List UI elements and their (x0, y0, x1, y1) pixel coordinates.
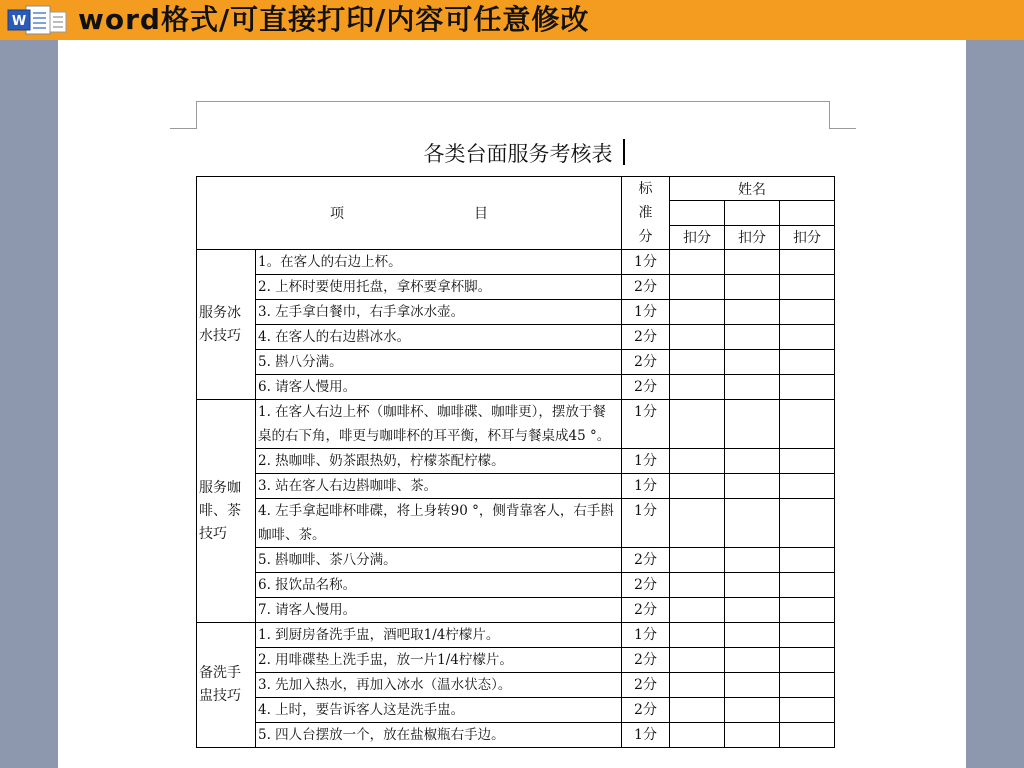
item-text: 3. 先加入热水，再加入冰水（温水状态）。 (256, 673, 622, 698)
deduct-cell[interactable] (725, 623, 780, 648)
deduct-cell[interactable] (780, 325, 835, 350)
deduct-cell[interactable] (780, 250, 835, 275)
deduct-cell[interactable] (725, 598, 780, 623)
item-text: 6. 请客人慢用。 (256, 375, 622, 400)
item-text: 3. 站在客人右边斟咖啡、茶。 (256, 474, 622, 499)
item-score: 1分 (622, 623, 670, 648)
deduct-cell[interactable] (725, 499, 780, 548)
deduct-cell[interactable] (670, 698, 725, 723)
table-row (197, 673, 835, 698)
deduct-cell[interactable] (670, 548, 725, 573)
table-row (197, 698, 835, 723)
crop-mark (196, 101, 197, 129)
deduct-cell[interactable] (670, 673, 725, 698)
table-row (197, 250, 835, 275)
item-text: 5. 斟八分满。 (256, 350, 622, 375)
deduct-cell[interactable] (780, 698, 835, 723)
header-item-left: 项 (330, 206, 344, 222)
deduct-cell[interactable] (780, 400, 835, 449)
name-cell[interactable] (670, 201, 725, 225)
deduct-cell[interactable] (780, 623, 835, 648)
deduct-cell[interactable] (670, 325, 725, 350)
deduct-cell[interactable] (725, 548, 780, 573)
item-score: 2分 (622, 375, 670, 400)
item-text: 2. 用啡碟垫上洗手盅，放一片1/4柠檬片。 (256, 648, 622, 673)
table-row (197, 474, 835, 499)
deduct-cell[interactable] (670, 375, 725, 400)
item-score: 2分 (622, 548, 670, 573)
table-row (197, 573, 835, 598)
header-deduct: 扣分 (780, 225, 835, 249)
crop-mark (170, 128, 197, 129)
item-score: 1分 (622, 449, 670, 474)
document-title: 各类台面服务考核表 (423, 142, 613, 166)
deduct-cell[interactable] (780, 375, 835, 400)
table-row (197, 723, 835, 748)
crop-mark (829, 128, 856, 129)
item-score: 2分 (622, 673, 670, 698)
item-text: 1. 到厨房备洗手盅，酒吧取1/4柠檬片。 (256, 623, 622, 648)
item-text: 4. 左手拿起啡杯啡碟，将上身转90 °，侧背靠客人，右手斟咖啡、茶。 (256, 499, 622, 548)
deduct-cell[interactable] (725, 573, 780, 598)
table-row (197, 350, 835, 375)
item-score: 2分 (622, 350, 670, 375)
item-score: 2分 (622, 325, 670, 350)
item-text: 5. 斟咖啡、茶八分满。 (256, 548, 622, 573)
deduct-cell[interactable] (780, 275, 835, 300)
word-document-icon (6, 4, 68, 36)
table-row (197, 325, 835, 350)
item-text: 6. 报饮品名称。 (256, 573, 622, 598)
top-banner (0, 0, 1024, 40)
svg-text:W: W (11, 14, 27, 29)
deduct-cell[interactable] (725, 723, 780, 748)
header-standard-char: 标 (638, 181, 653, 197)
deduct-cell[interactable] (725, 300, 780, 325)
deduct-cell[interactable] (725, 673, 780, 698)
item-score: 1分 (622, 300, 670, 325)
deduct-cell[interactable] (670, 623, 725, 648)
name-cell[interactable] (725, 201, 780, 225)
item-score: 1分 (622, 723, 670, 748)
assessment-table (196, 176, 835, 748)
deduct-cell[interactable] (670, 573, 725, 598)
deduct-cell[interactable] (725, 648, 780, 673)
crop-mark (196, 101, 830, 102)
table-row (197, 375, 835, 400)
deduct-cell[interactable] (725, 275, 780, 300)
header-item-right: 目 (474, 206, 488, 222)
deduct-cell[interactable] (670, 449, 725, 474)
deduct-cell[interactable] (670, 474, 725, 499)
item-text: 5. 四人台摆放一个，放在盐椒瓶右手边。 (256, 723, 622, 748)
deduct-cell[interactable] (780, 598, 835, 623)
header-item-cell (197, 177, 622, 250)
deduct-cell[interactable] (725, 449, 780, 474)
deduct-cell[interactable] (725, 350, 780, 375)
header-name: 姓名 (670, 177, 835, 201)
deduct-cell[interactable] (780, 350, 835, 375)
item-text: 4. 在客人的右边斟冰水。 (256, 325, 622, 350)
deduct-cell[interactable] (780, 499, 835, 548)
item-text: 7. 请客人慢用。 (256, 598, 622, 623)
item-score: 1分 (622, 400, 670, 449)
item-score: 2分 (622, 573, 670, 598)
header-standard-char: 分 (638, 229, 653, 245)
document-page[interactable] (58, 40, 966, 768)
item-text: 2. 上杯时要使用托盘，拿杯要拿杯脚。 (256, 275, 622, 300)
deduct-cell[interactable] (670, 350, 725, 375)
deduct-cell[interactable] (780, 723, 835, 748)
deduct-cell[interactable] (725, 250, 780, 275)
deduct-cell[interactable] (780, 648, 835, 673)
section-name: 备洗手盅技巧 (197, 623, 256, 748)
deduct-cell[interactable] (725, 698, 780, 723)
deduct-cell[interactable] (670, 499, 725, 548)
table-row (197, 598, 835, 623)
item-text: 2. 热咖啡、奶茶跟热奶，柠檬茶配柠檬。 (256, 449, 622, 474)
table-row (197, 648, 835, 673)
item-score: 2分 (622, 648, 670, 673)
item-score: 1分 (622, 250, 670, 275)
item-text: 4. 上时，要告诉客人这是洗手盅。 (256, 698, 622, 723)
item-score: 2分 (622, 275, 670, 300)
table-row (197, 548, 835, 573)
table-row (197, 400, 835, 449)
deduct-cell[interactable] (670, 723, 725, 748)
table-row (197, 499, 835, 548)
deduct-cell[interactable] (780, 300, 835, 325)
deduct-cell[interactable] (780, 474, 835, 499)
deduct-cell[interactable] (670, 598, 725, 623)
name-cell[interactable] (780, 201, 835, 225)
section-name: 服务冰水技巧 (197, 250, 256, 400)
crop-mark (829, 101, 830, 129)
item-text: 1。在客人的右边上杯。 (256, 250, 622, 275)
deduct-cell[interactable] (725, 375, 780, 400)
item-score: 1分 (622, 499, 670, 548)
item-score: 1分 (622, 474, 670, 499)
deduct-cell[interactable] (670, 300, 725, 325)
deduct-cell[interactable] (670, 250, 725, 275)
table-row (197, 449, 835, 474)
deduct-cell[interactable] (725, 400, 780, 449)
deduct-cell[interactable] (725, 474, 780, 499)
deduct-cell[interactable] (670, 400, 725, 449)
deduct-cell[interactable] (725, 325, 780, 350)
header-standard-char: 准 (638, 205, 653, 221)
header-deduct: 扣分 (725, 225, 780, 249)
deduct-cell[interactable] (780, 573, 835, 598)
item-score: 2分 (622, 698, 670, 723)
deduct-cell[interactable] (780, 449, 835, 474)
table-row (197, 300, 835, 325)
header-standard-cell (622, 177, 670, 250)
item-score: 2分 (622, 598, 670, 623)
deduct-cell[interactable] (670, 648, 725, 673)
deduct-cell[interactable] (780, 548, 835, 573)
deduct-cell[interactable] (780, 673, 835, 698)
deduct-cell[interactable] (670, 275, 725, 300)
table-row (197, 275, 835, 300)
header-deduct: 扣分 (670, 225, 725, 249)
item-text: 1. 在客人右边上杯（咖啡杯、咖啡碟、咖啡更），摆放于餐桌的右下角，啡更与咖啡杯的耳平衡，杯耳与餐桌成45 °。 (256, 400, 622, 449)
text-cursor (623, 139, 625, 165)
banner-text: word格式/可直接打印/内容可任意修改 (78, 3, 590, 36)
section-name: 服务咖啡、茶技巧 (197, 400, 256, 623)
table-row (197, 623, 835, 648)
item-text: 3. 左手拿白餐巾，右手拿冰水壶。 (256, 300, 622, 325)
